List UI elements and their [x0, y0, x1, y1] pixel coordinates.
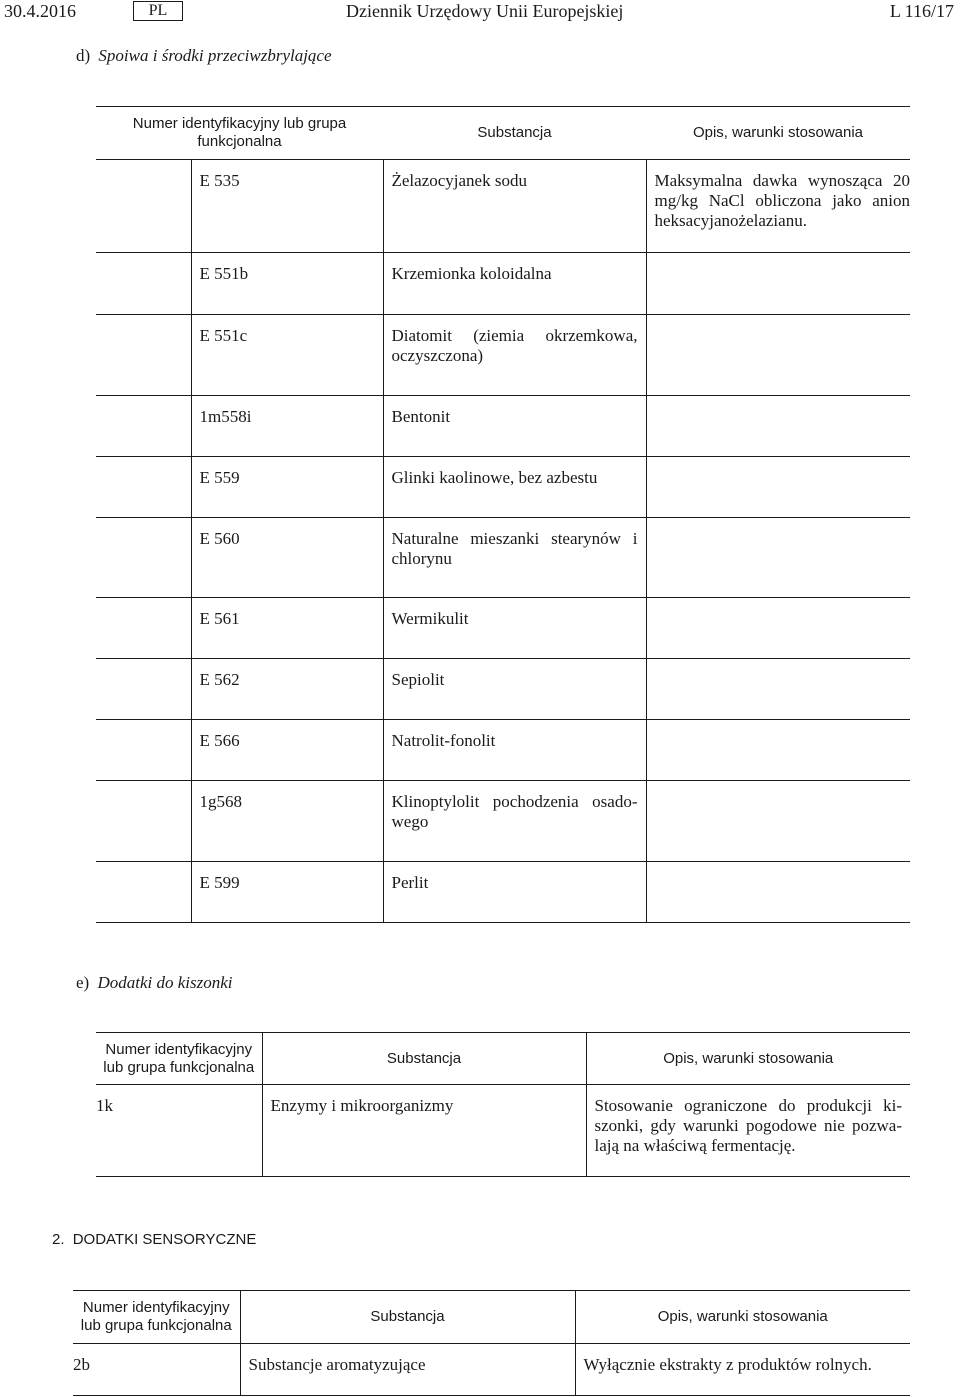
row-substance: Klinoptylolit pochodzenia osadowego [383, 781, 646, 862]
section-e-heading [76, 973, 233, 993]
row-conditions [646, 396, 910, 457]
row-substance: Naturalne mieszanki stearynów i chlorynu [383, 518, 646, 598]
row-code: E 551b [191, 253, 383, 315]
row-substance: Krzemionka koloidalna [383, 253, 646, 315]
row-code: E 599 [191, 862, 383, 923]
table-sensory-additives [73, 1290, 910, 1396]
table-row [96, 315, 910, 396]
table-row [96, 396, 910, 457]
section-e-marker: e) [76, 973, 90, 992]
table-row [96, 457, 910, 518]
journal-title: Dziennik Urzędowy Unii Europejskiej [346, 1, 624, 21]
row-substance: Sepiolit [383, 659, 646, 720]
row-substance: Perlit [383, 862, 646, 923]
table-row [96, 781, 910, 862]
table-header-row [96, 107, 910, 160]
row-conditions [646, 862, 910, 923]
table-row [96, 253, 910, 315]
column-header-id: Numer identyfikacyjny lub grupa funkcjonalna [103, 1040, 255, 1076]
row-conditions [646, 659, 910, 720]
column-header-conditions: Opis, warunki stosowania [692, 124, 864, 141]
row-code: E 551c [191, 315, 383, 396]
table-silage-additives [96, 1032, 910, 1177]
column-header-substance: Substancja [240, 1291, 575, 1344]
row-conditions [646, 781, 910, 862]
table-row [96, 598, 910, 659]
column-header-substance: Substancja [477, 124, 552, 141]
table-row [96, 160, 910, 253]
row-code: E 562 [191, 659, 383, 720]
table-header-row [73, 1291, 910, 1344]
table-row [96, 862, 910, 923]
table-binders-anticaking [96, 106, 910, 923]
row-substance: Wermikulit [383, 598, 646, 659]
section-d-marker: d) [76, 46, 91, 65]
column-header-conditions: Opis, warunki stosowania [575, 1291, 910, 1344]
column-header-substance: Substancja [262, 1033, 586, 1085]
language-badge: PL [133, 1, 183, 21]
table-row [96, 518, 910, 598]
row-substance: Enzymy i mikroorganizmy [262, 1085, 586, 1177]
page-header [0, 0, 960, 24]
row-substance: Substancje aromatyzujące [240, 1344, 575, 1396]
row-conditions: Stosowanie ograniczone do produkcji kiszonki, gdy warunki pogodowe nie pozwalają na właściwą fermentację. [586, 1085, 910, 1177]
section-d-heading [76, 46, 332, 66]
row-substance: Bentonit [383, 396, 646, 457]
row-code: E 560 [191, 518, 383, 598]
section-d-title: Spoiwa i środki przeciwzbrylające [98, 46, 332, 65]
row-code: 2b [73, 1355, 90, 1374]
row-conditions: Wyłącznie ekstrakty z produktów rolnych. [575, 1344, 910, 1396]
row-code: 1g568 [191, 781, 383, 862]
publication-date: 30.4.2016 [4, 1, 76, 21]
section-2-heading [52, 1231, 256, 1249]
row-code: E 535 [191, 160, 383, 253]
column-header-id: Numer identyfikacyjny lub grupa funkcjonalna [80, 1299, 232, 1334]
row-conditions [646, 253, 910, 315]
row-code: E 561 [191, 598, 383, 659]
table-row [96, 659, 910, 720]
row-code: E 566 [191, 720, 383, 781]
table-row [96, 1085, 910, 1177]
section-e-title: Dodatki do kiszonki [97, 973, 233, 992]
row-conditions [646, 315, 910, 396]
row-code: E 559 [191, 457, 383, 518]
row-substance: Żelazocyjanek sodu [383, 160, 646, 253]
column-header-conditions: Opis, warunki stosowania [586, 1033, 910, 1085]
row-code: 1k [96, 1096, 113, 1115]
row-conditions [646, 457, 910, 518]
section-2-marker: 2. [52, 1231, 65, 1248]
row-conditions [646, 598, 910, 659]
row-conditions [646, 720, 910, 781]
row-substance: Diatomit (ziemia okrzemkowa, oczyszczona) [383, 315, 646, 396]
table-row [96, 720, 910, 781]
table-header-row [96, 1033, 910, 1085]
row-substance: Glinki kaolinowe, bez azbestu [383, 457, 646, 518]
section-2-title: DODATKI SENSORYCZNE [72, 1231, 257, 1248]
table-row [73, 1344, 910, 1396]
row-substance: Natrolit-fonolit [383, 720, 646, 781]
column-header-id: Numer identyfikacyjny lub grupa funkcjonalna [132, 115, 347, 150]
page-reference: L 116/17 [889, 1, 954, 21]
row-code: 1m558i [191, 396, 383, 457]
row-conditions [646, 518, 910, 598]
row-conditions: Maksymalna dawka wynosząca 20 mg/kg NaCl obliczona jako anion heksacyjanożelazianu. [646, 160, 910, 253]
